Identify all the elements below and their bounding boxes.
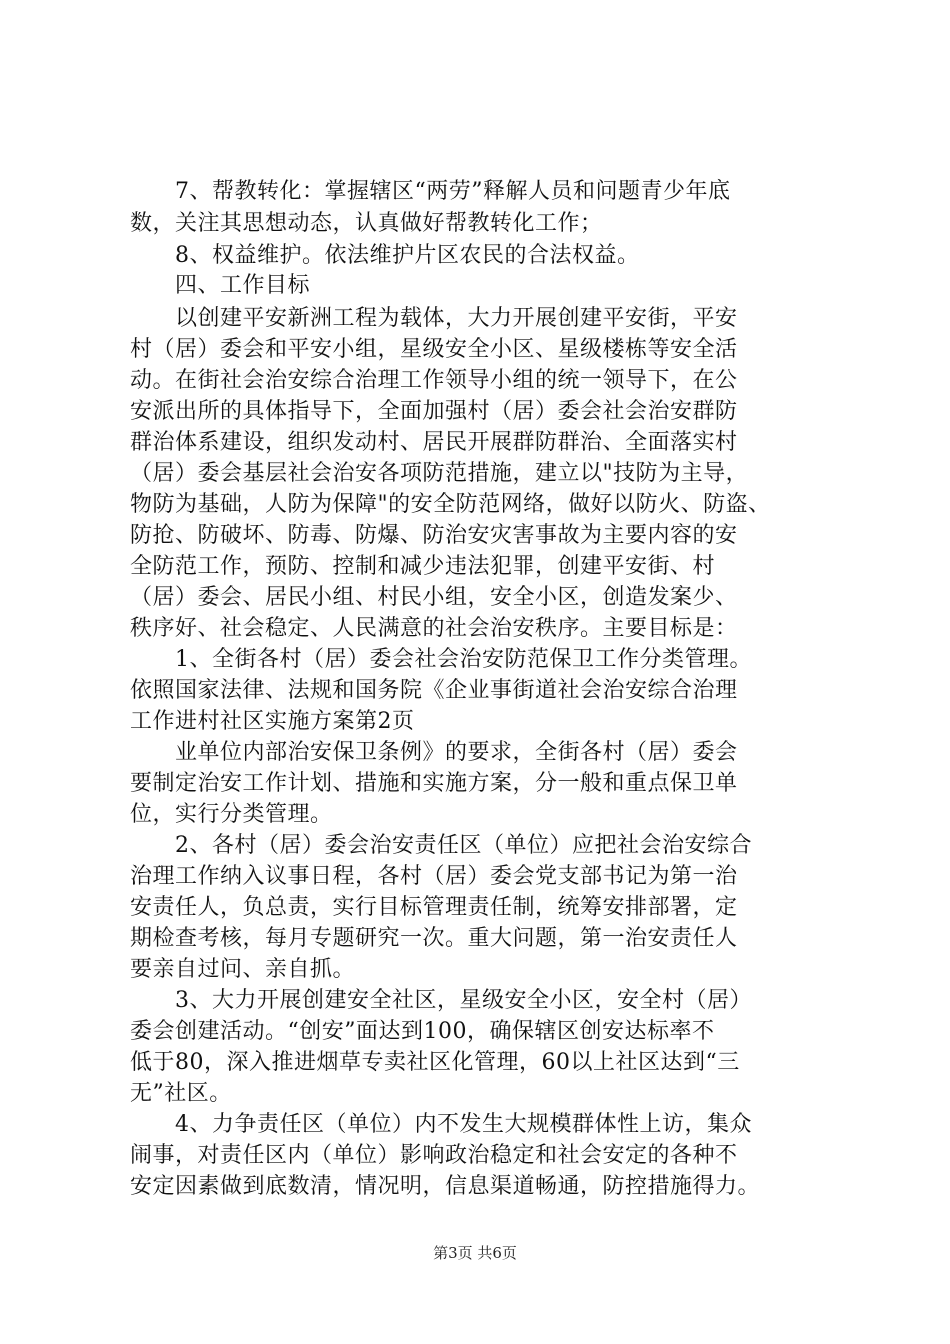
text-line: 依照国家法律、法规和国务院《企业事街道社会治安综合治理	[130, 678, 738, 703]
text-line: 群治体系建设，组织发动村、居民开展群防群治、全面落实村	[130, 430, 738, 455]
text-line: 4、力争责任区（单位）内不发生大规模群体性上访，集众	[130, 1112, 752, 1137]
text-line: 安定因素做到底数清，情况明，信息渠道畅通，防控措施得力。	[130, 1174, 761, 1199]
text-line: （居）委会、居民小组、村民小组，安全小区，创造发案少、	[130, 585, 738, 610]
text-line: 物防为基础，人防为保障"的安全防范网络，做好以防火、防盗、	[130, 492, 771, 517]
text-line: 委会创建活动。“创安”面达到100，确保辖区创安达标率不	[130, 1019, 715, 1044]
section-heading: 四、工作目标	[130, 273, 311, 298]
text-line: 无”社区。	[130, 1081, 232, 1106]
text-line: 要亲自过问、亲自抓。	[130, 957, 356, 982]
text-line: 治理工作纳入议事日程，各村（居）委会党支部书记为第一治	[130, 864, 738, 889]
text-line: 工作进村社区实施方案第2页	[130, 709, 415, 734]
text-line: （居）委会基层社会治安各项防范措施，建立以"技防为主导，	[130, 461, 749, 486]
text-line: 要制定治安工作计划、措施和实施方案，分一般和重点保卫单	[130, 771, 738, 796]
text-line: 安责任人，负总责，实行目标管理责任制，统筹安排部署，定	[130, 895, 738, 920]
page-number-footer: 第3页 共6页	[433, 1244, 517, 1262]
text-line: 数，关注其思想动态，认真做好帮教转化工作；	[130, 211, 603, 236]
text-line: 低于80，深入推进烟草专卖社区化管理，60以上社区达到“三	[130, 1050, 740, 1075]
text-line: 业单位内部治安保卫条例》的要求，全街各村（居）委会	[130, 740, 738, 765]
text-line: 防抢、防破坏、防毒、防爆、防治安灾害事故为主要内容的安	[130, 523, 738, 548]
text-line: 期检查考核，每月专题研究一次。重大问题，第一治安责任人	[130, 926, 738, 951]
text-line: 安派出所的具体指导下，全面加强村（居）委会社会治安群防	[130, 399, 738, 424]
text-line: 闹事，对责任区内（单位）影响政治稳定和社会安定的各种不	[130, 1143, 738, 1168]
text-line: 1、全街各村（居）委会社会治安防范保卫工作分类管理。	[130, 647, 752, 672]
text-line: 7、帮教转化：掌握辖区“两劳”释解人员和问题青少年底	[130, 179, 731, 204]
text-line: 位，实行分类管理。	[130, 802, 333, 827]
text-line: 村（居）委会和平安小组，星级安全小区、星级楼栋等安全活	[130, 337, 738, 362]
text-line: 2、各村（居）委会治安责任区（单位）应把社会治安综合	[130, 833, 752, 858]
text-line: 以创建平安新洲工程为载体，大力开展创建平安街，平安	[130, 306, 738, 331]
text-line: 3、大力开展创建安全社区，星级安全小区，安全村（居）	[130, 988, 752, 1013]
text-line: 全防范工作，预防、控制和减少违法犯罪，创建平安街、村	[130, 554, 716, 579]
text-line: 秩序好、社会稳定、人民满意的社会治安秩序。主要目标是：	[130, 616, 738, 641]
text-line: 8、权益维护。依法维护片区农民的合法权益。	[130, 243, 640, 268]
text-line: 动。在街社会治安综合治理工作领导小组的统一领导下，在公	[130, 368, 738, 393]
